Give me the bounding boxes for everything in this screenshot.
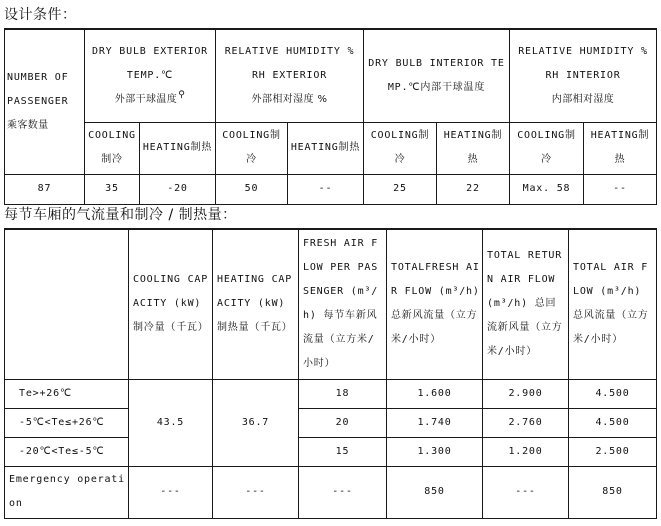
rh-interior-header	[510, 29, 657, 122]
airflow-header-row	[5, 229, 657, 379]
dry-bulb-exterior-zh: 外部干球温度⚲	[114, 89, 186, 105]
cooling-capacity-header: COOLING CAPACITY (kW) 制冷量（千瓦）	[129, 229, 213, 379]
ext-heating-value: -20	[140, 174, 216, 204]
fresh-air-per-passenger-header: FRESH AIR FLOW PER PASSENGER (m³/h) 每节车新风流量（立方米/小时）	[299, 229, 387, 379]
emergency-label: Emergency operation	[5, 466, 129, 518]
header-row	[5, 29, 657, 122]
rh-exterior-zh: 外部相对湿度 %	[251, 93, 328, 105]
dry-bulb-interior-header	[364, 29, 510, 122]
design-conditions-table	[4, 28, 657, 205]
dry-bulb-interior-zh: 内部干球温度	[420, 81, 486, 93]
table-row	[5, 408, 657, 437]
int-heating-value: 22	[437, 174, 510, 204]
total-air-value: 4.500	[569, 379, 657, 408]
cooling-capacity-value: 43.5	[129, 379, 213, 466]
heating-capacity-header: HEATING CAPACITY (kW) 制热量（千瓦）	[213, 229, 299, 379]
int-cooling-value: 25	[364, 174, 437, 204]
blank-header	[5, 229, 129, 379]
total-air-value: 2.500	[569, 437, 657, 466]
total-return-air-header: TOTAL RETURN AIR FLOW (m³/h) 总回流新风量（立方米/小时）	[483, 229, 569, 379]
emergency-total-fresh: 850	[387, 466, 483, 518]
data-row	[5, 174, 657, 204]
emergency-return: ---	[483, 466, 569, 518]
rh-int-cooling-value: Max. 58	[510, 174, 584, 204]
rh-interior-zh: 内部相对湿度	[551, 93, 615, 105]
sub-heating: HEATING制热	[437, 122, 510, 174]
fresh-air-value: 18	[299, 379, 387, 408]
emergency-row	[5, 466, 657, 518]
total-fresh-value: 1.300	[387, 437, 483, 466]
return-air-value: 1.200	[483, 437, 569, 466]
ext-cooling-value: 35	[85, 174, 140, 204]
dry-bulb-exterior-header	[85, 29, 216, 122]
passengers-header	[5, 29, 85, 174]
return-air-value: 2.760	[483, 408, 569, 437]
sub-cooling: COOLING制冷	[85, 122, 140, 174]
total-air-value: 4.500	[569, 408, 657, 437]
emergency-fresh: ---	[299, 466, 387, 518]
airflow-table	[4, 228, 657, 519]
airflow-heading: 每节车厢的气流量和制冷 / 制热量：	[4, 207, 237, 223]
condition-label: -20℃<Te≤-5℃	[5, 437, 129, 466]
emergency-heating: ---	[213, 466, 299, 518]
sub-heating: HEATING制热	[140, 122, 216, 174]
sub-cooling: COOLING制冷	[364, 122, 437, 174]
subheader-row	[5, 122, 657, 174]
sub-heating: HEATING制热	[288, 122, 364, 174]
passengers-value: 87	[5, 174, 85, 204]
passengers-header-zh: 乘客数量	[7, 119, 49, 131]
design-conditions-heading: 设计条件：	[4, 7, 77, 23]
rh-exterior-en: RELATIVE HUMIDITY % RH EXTERIOR	[224, 45, 355, 81]
sub-cooling: COOLING制冷	[216, 122, 288, 174]
fresh-air-value: 20	[299, 408, 387, 437]
passengers-header-en: NUMBER OF PASSENGER	[7, 71, 69, 107]
total-air-flow-header: TOTAL AIR FLOW (m³/h) 总风流量（立方米/小时）	[569, 229, 657, 379]
dry-bulb-exterior-en: DRY BULB EXTERIOR TEMP.℃	[92, 45, 208, 81]
heating-capacity-value: 36.7	[213, 379, 299, 466]
magnifier-icon: ⚲	[178, 89, 186, 100]
rh-ext-heating-value: --	[288, 174, 364, 204]
total-fresh-value: 1.740	[387, 408, 483, 437]
rh-exterior-header	[216, 29, 364, 122]
table-row	[5, 379, 657, 408]
sub-heating: HEATING制热	[584, 122, 657, 174]
sub-cooling: COOLING制冷	[510, 122, 584, 174]
return-air-value: 2.900	[483, 379, 569, 408]
rh-ext-cooling-value: 50	[216, 174, 288, 204]
condition-label: Te>+26℃	[5, 379, 129, 408]
rh-int-heating-value: --	[584, 174, 657, 204]
emergency-cooling: ---	[129, 466, 213, 518]
fresh-air-value: 15	[299, 437, 387, 466]
condition-label: -5℃<Te≤+26℃	[5, 408, 129, 437]
total-fresh-air-header: TOTALFRESH AIR FLOW (m³/h) 总新风流量（立方米/小时）	[387, 229, 483, 379]
table-row	[5, 437, 657, 466]
total-fresh-value: 1.600	[387, 379, 483, 408]
rh-interior-en: RELATIVE HUMIDITY % RH INTERIOR	[518, 45, 648, 81]
emergency-total: 850	[569, 466, 657, 518]
dry-bulb-interior-en: DRY BULB INTERIOR TEMP.℃	[368, 57, 505, 93]
